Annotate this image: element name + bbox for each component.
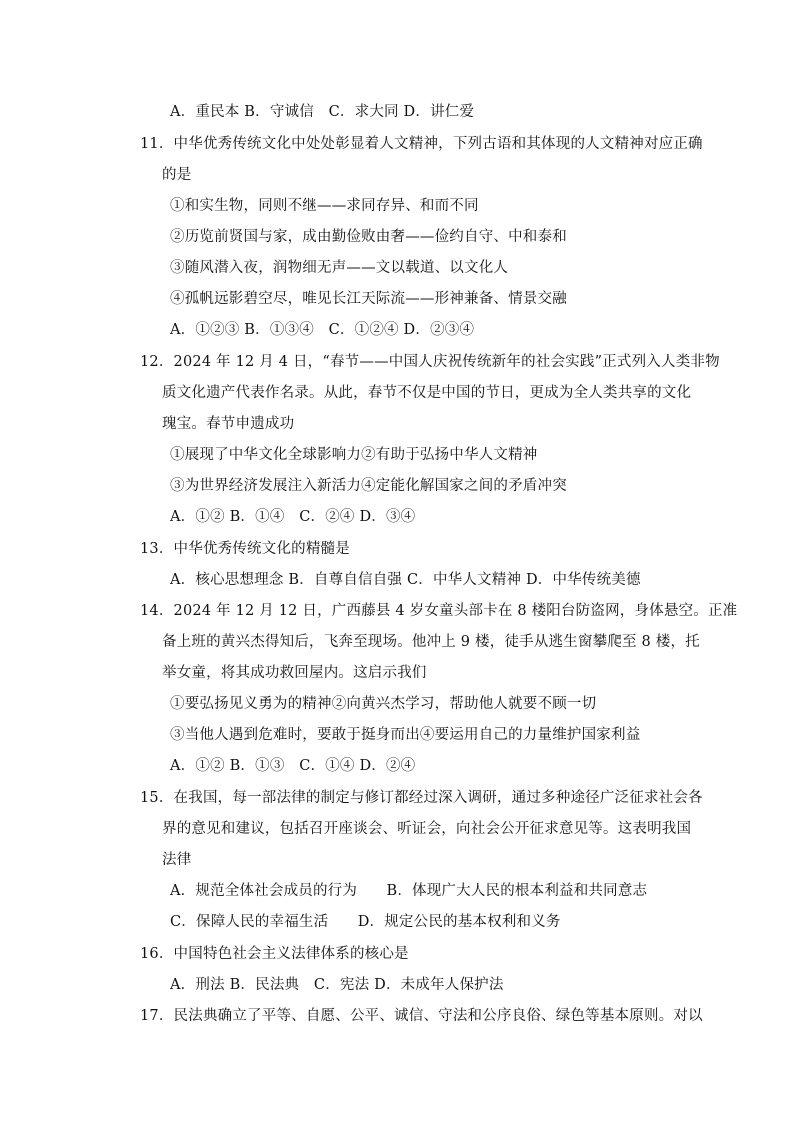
q15-options-ab: A．规范全体社会成员的行为 B．体现广大人民的根本利益和共同意志 [170, 883, 648, 899]
q12-items-3-4: ③为世界经济发展注入新活力④定能化解国家之间的矛盾冲突 [170, 478, 567, 494]
q14-options: A．①② B．①③ C．①④ D．②④ [170, 758, 416, 774]
q12-stem-line2: 质文化遗产代表作名录。从此，春节不仅是中国的节日，更成为全人类共享的文化 [162, 385, 692, 401]
q13-options: A．核心思想理念 B．自尊自信自强 C．中华人文精神 D．中华传统美德 [170, 572, 641, 588]
q12-stem-line1: 12．2024 年 12 月 4 日，“春节——中国人庆祝传统新年的社会实践”正式列入人类非物 [140, 354, 720, 370]
q11-item-2: ②历览前贤国与家，成由勤俭败由奢——俭约自守、中和泰和 [170, 229, 567, 245]
q12-stem-line3: 瑰宝。春节申遗成功 [162, 416, 295, 432]
q15-stem-line3: 法律 [162, 852, 192, 868]
q14-items-3-4: ③当他人遇到危难时，要敢于挺身而出④要运用自己的力量维护国家利益 [170, 727, 641, 743]
q11-stem-line2: 的是 [162, 167, 192, 183]
q11-stem-line1: 11．中华优秀传统文化中处处彰显着人文精神，下列古语和其体现的人文精神对应正确 [140, 136, 703, 152]
q10-options: A．重民本 B．守诚信 C．求大同 D．讲仁爱 [170, 104, 475, 120]
q14-stem-line1: 14．2024 年 12 月 12 日，广西藤县 4 岁女童头部卡在 8 楼阳台防盗网，身体悬空。正准 [140, 603, 738, 619]
q11-item-1: ①和实生物，同则不继——求同存异、和而不同 [170, 198, 479, 214]
q15-stem-line2: 界的意见和建议，包括召开座谈会、听证会，向社会公开征求意见等。这表明我国 [162, 821, 692, 837]
q16-options: A．刑法 B．民法典 C．宪法 D．未成年人保护法 [170, 977, 504, 993]
q11-options: A．①②③ B．①③④ C．①②④ D．②③④ [170, 322, 475, 338]
q12-options: A．①② B．①④ C．②④ D．③④ [170, 509, 416, 525]
q14-stem-line3: 举女童，将其成功救回屋内。这启示我们 [162, 665, 427, 681]
q15-stem-line1: 15．在我国，每一部法律的制定与修订都经过深入调研，通过多种途径广泛征求社会各 [140, 790, 703, 806]
q11-item-4: ④孤帆远影碧空尽，唯见长江天际流——形神兼备、情景交融 [170, 291, 567, 307]
q15-options-cd: C．保障人民的幸福生活 D．规定公民的基本权利和义务 [170, 914, 561, 930]
q16-stem: 16．中国特色社会主义法律体系的核心是 [140, 946, 409, 962]
q17-stem-line1: 17．民法典确立了平等、自愿、公平、诚信、守法和公序良俗、绿色等基本原则。对以 [140, 1008, 703, 1024]
q13-stem: 13．中华优秀传统文化的精髓是 [140, 541, 350, 557]
q14-stem-line2: 备上班的黄兴杰得知后，飞奔至现场。他冲上 9 楼，徒手从逃生窗攀爬至 8 楼，托 [162, 634, 700, 650]
q11-item-3: ③随风潜入夜，润物细无声——文以载道、以文化人 [170, 260, 509, 276]
q14-items-1-2: ①要弘扬见义勇为的精神②向黄兴杰学习，帮助他人就要不顾一切 [170, 696, 597, 712]
q12-items-1-2: ①展现了中华文化全球影响力②有助于弘扬中华人文精神 [170, 447, 538, 463]
